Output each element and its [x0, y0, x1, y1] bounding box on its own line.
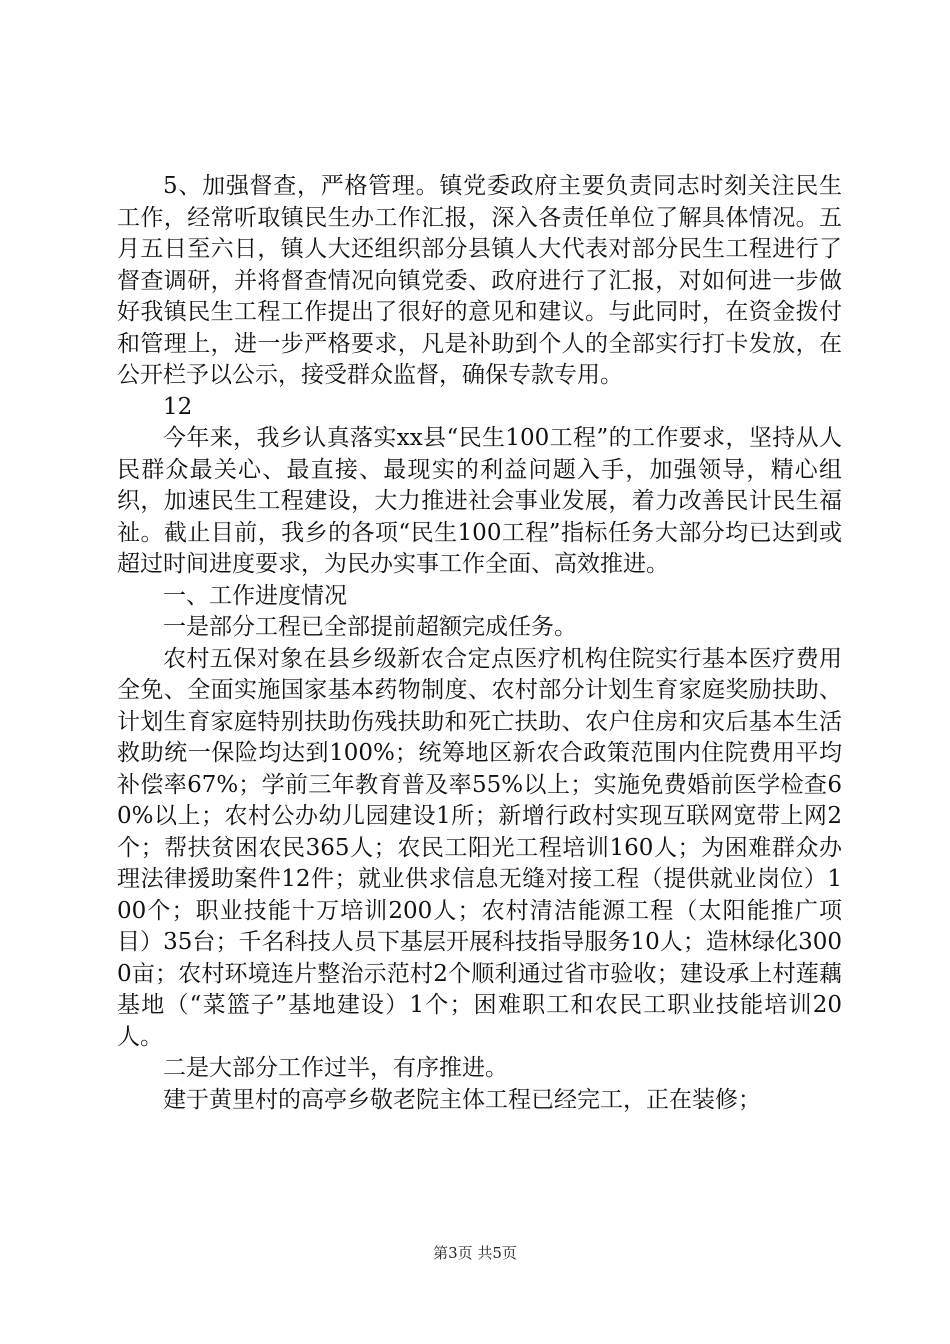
subheading-completed: 一是部分工程已全部提前超额完成任务。 [163, 614, 577, 640]
document-body [117, 171, 842, 1116]
paragraph-completed-details: 农村五保对象在县乡级新农合定点医疗机构住院实行基本医疗费用全免、全面实施国家基本药物制度、农村部分计划生育家庭奖励扶助、计划生育家庭特别扶助伤残扶助和死亡扶助、农户住房和灾后基本生活救助统一保险均达到100%；统筹地区新农合政策范围内住院费用平均补偿率67%；学前三年教育普及率55%以上；实施免费婚前医学检查60%以上；农村公办幼儿园建设1所；新增行政村实现互联网宽带上网2个；帮扶贫困农民365人；农民工阳光工程培训160人；为困难群众办理法律援助案件12件；就业供求信息无缝对接工程（提供就业岗位）100个；职业技能十万培训200人；农村清洁能源工程（太阳能推广项目）35台；千名科技人员下基层开展科技指导服务10人；造林绿化3000亩；农村环境连片整治示范村2个顺利通过省市验收；建设承上村莲藕基地（“菜篮子”基地建设）1个；困难职工和农民工职业技能培训20人。 [117, 645, 842, 1050]
paragraph-intro: 今年来，我乡认真落实xx县“民生100工程”的工作要求，坚持从人民群众最关心、最直接、最现实的利益问题入手，加强领导，精心组织，加速民生工程建设，大力推进社会事业发展，着力改善民计民生福祉。截止目前，我乡的各项“民生100工程”指标任务大部分均已达到或超过时间进度要求，为民办实事工作全面、高效推进。 [117, 425, 842, 577]
paragraph-in-progress-details: 建于黄里村的高亭乡敬老院主体工程已经完工，正在装修； [163, 1086, 761, 1113]
section-heading: 一、工作进度情况 [163, 582, 347, 609]
subheading-in-progress: 二是大部分工作过半，有序推进。 [163, 1055, 508, 1081]
paragraph-supervision: 5、加强督查，严格管理。镇党委政府主要负责同志时刻关注民生工作，经常听取镇民生办工作汇报，深入各责任单位了解具体情况。五月五日至六日，镇人大还组织部分县镇人大代表对部分民生工程进行了督查调研，并将督查情况向镇党委、政府进行了汇报，对如何进一步做好我镇民生工程工作提出了很好的意见和建议。与此同时，在资金拨付和管理上，进一步严格要求，凡是补助到个人的全部实行打卡发放，在公开栏予以公示，接受群众监督，确保专款专用。 [117, 173, 842, 388]
paragraph-number: 12 [163, 393, 193, 420]
page-footer: 第3页 共5页 [433, 1244, 517, 1262]
